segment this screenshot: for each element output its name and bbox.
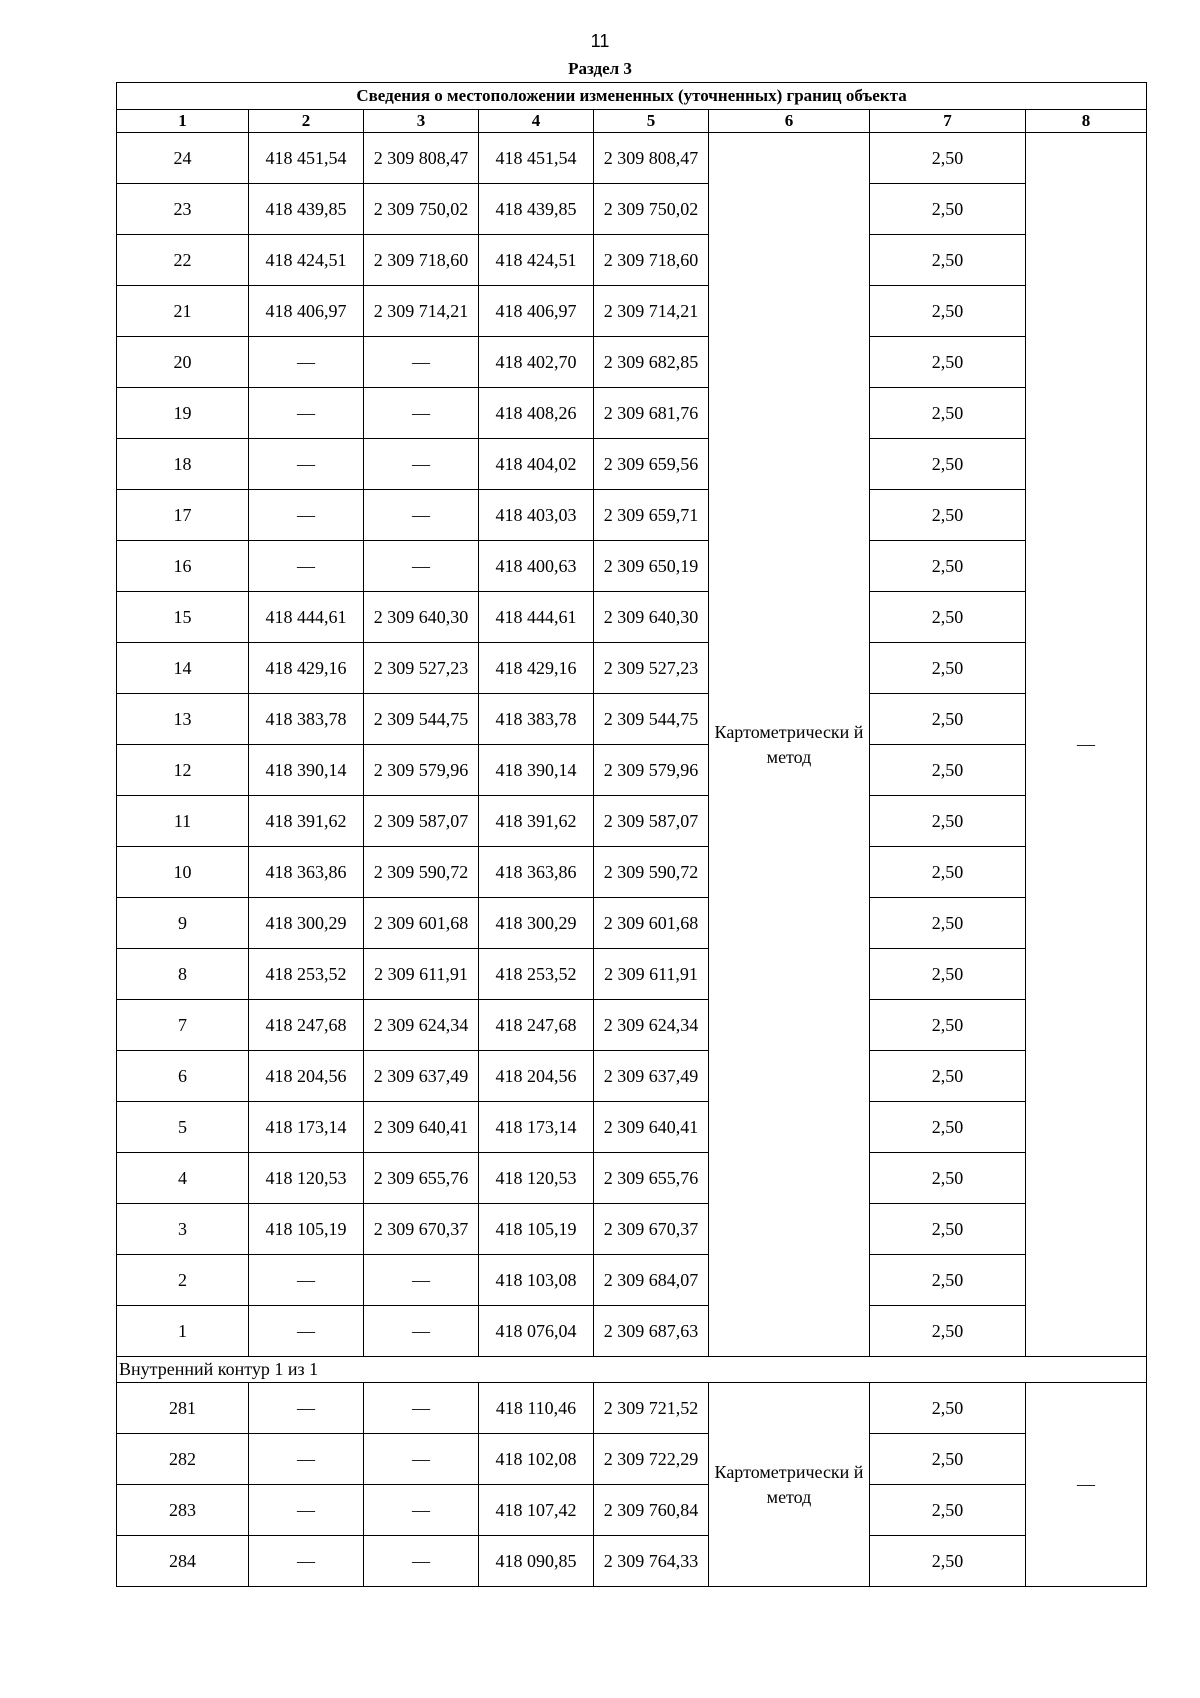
table-row — [117, 1153, 1147, 1204]
table-row — [117, 643, 1147, 694]
table-row — [117, 1051, 1147, 1102]
point-number-cell: 15 — [117, 592, 249, 643]
y-new-cell: 2 309 721,52 — [594, 1383, 709, 1434]
y-new-cell: 2 309 544,75 — [594, 694, 709, 745]
x-old-cell: 418 120,53 — [249, 1153, 364, 1204]
x-old-cell: — — [249, 1255, 364, 1306]
x-new-cell: 418 390,14 — [479, 745, 594, 796]
y-new-cell: 2 309 681,76 — [594, 388, 709, 439]
point-number-cell: 22 — [117, 235, 249, 286]
y-old-cell: 2 309 611,91 — [364, 949, 479, 1000]
x-old-cell: — — [249, 541, 364, 592]
y-new-cell: 2 309 722,29 — [594, 1434, 709, 1485]
accuracy-cell: 2,50 — [870, 643, 1026, 694]
table-row — [117, 490, 1147, 541]
x-old-cell: 418 247,68 — [249, 1000, 364, 1051]
accuracy-cell: 2,50 — [870, 1383, 1026, 1434]
accuracy-cell: 2,50 — [870, 1000, 1026, 1051]
point-number-cell: 19 — [117, 388, 249, 439]
y-new-cell: 2 309 764,33 — [594, 1536, 709, 1587]
point-number-cell: 13 — [117, 694, 249, 745]
y-old-cell: — — [364, 1485, 479, 1536]
accuracy-cell: 2,50 — [870, 592, 1026, 643]
point-number-cell: 17 — [117, 490, 249, 541]
x-new-cell: 418 107,42 — [479, 1485, 594, 1536]
column-number: 6 — [709, 110, 870, 133]
y-new-cell: 2 309 637,49 — [594, 1051, 709, 1102]
column-8-cell: — — [1026, 133, 1147, 1357]
accuracy-cell: 2,50 — [870, 847, 1026, 898]
x-old-cell: 418 390,14 — [249, 745, 364, 796]
method-cell: Картометрически й метод — [709, 133, 870, 1357]
y-new-cell: 2 309 718,60 — [594, 235, 709, 286]
table-row — [117, 541, 1147, 592]
accuracy-cell: 2,50 — [870, 1255, 1026, 1306]
x-new-cell: 418 103,08 — [479, 1255, 594, 1306]
accuracy-cell: 2,50 — [870, 1434, 1026, 1485]
x-new-cell: 418 090,85 — [479, 1536, 594, 1587]
point-number-cell: 5 — [117, 1102, 249, 1153]
x-old-cell: — — [249, 388, 364, 439]
point-number-cell: 9 — [117, 898, 249, 949]
point-number-cell: 283 — [117, 1485, 249, 1536]
accuracy-cell: 2,50 — [870, 796, 1026, 847]
x-new-cell: 418 429,16 — [479, 643, 594, 694]
accuracy-cell: 2,50 — [870, 133, 1026, 184]
column-8-cell: — — [1026, 1383, 1147, 1587]
accuracy-cell: 2,50 — [870, 337, 1026, 388]
accuracy-cell: 2,50 — [870, 949, 1026, 1000]
x-new-cell: 418 102,08 — [479, 1434, 594, 1485]
y-old-cell: — — [364, 1306, 479, 1357]
x-new-cell: 418 363,86 — [479, 847, 594, 898]
method-cell: Картометрически й метод — [709, 1383, 870, 1587]
y-new-cell: 2 309 527,23 — [594, 643, 709, 694]
y-old-cell: — — [364, 388, 479, 439]
x-new-cell: 418 247,68 — [479, 1000, 594, 1051]
table-row — [117, 1000, 1147, 1051]
table-row — [117, 1204, 1147, 1255]
column-number: 5 — [594, 110, 709, 133]
x-new-cell: 418 300,29 — [479, 898, 594, 949]
x-new-cell: 418 424,51 — [479, 235, 594, 286]
y-old-cell: — — [364, 1255, 479, 1306]
y-new-cell: 2 309 611,91 — [594, 949, 709, 1000]
table-row — [117, 592, 1147, 643]
inner-contour-label: Внутренний контур 1 из 1 — [117, 1357, 1147, 1383]
y-new-cell: 2 309 590,72 — [594, 847, 709, 898]
x-old-cell: — — [249, 490, 364, 541]
x-new-cell: 418 439,85 — [479, 184, 594, 235]
x-new-cell: 418 451,54 — [479, 133, 594, 184]
x-new-cell: 418 391,62 — [479, 796, 594, 847]
x-old-cell: 418 406,97 — [249, 286, 364, 337]
point-number-cell: 11 — [117, 796, 249, 847]
x-new-cell: 418 105,19 — [479, 1204, 594, 1255]
x-old-cell: 418 383,78 — [249, 694, 364, 745]
x-old-cell: — — [249, 1306, 364, 1357]
x-new-cell: 418 403,03 — [479, 490, 594, 541]
accuracy-cell: 2,50 — [870, 1536, 1026, 1587]
table-row — [117, 847, 1147, 898]
x-new-cell: 418 173,14 — [479, 1102, 594, 1153]
y-new-cell: 2 309 682,85 — [594, 337, 709, 388]
inner-contour-row — [117, 1357, 1147, 1383]
y-old-cell: — — [364, 1536, 479, 1587]
point-number-cell: 7 — [117, 1000, 249, 1051]
y-old-cell: — — [364, 1434, 479, 1485]
x-old-cell: — — [249, 1536, 364, 1587]
y-new-cell: 2 309 601,68 — [594, 898, 709, 949]
accuracy-cell: 2,50 — [870, 235, 1026, 286]
point-number-cell: 12 — [117, 745, 249, 796]
column-number: 7 — [870, 110, 1026, 133]
x-new-cell: 418 253,52 — [479, 949, 594, 1000]
accuracy-cell: 2,50 — [870, 286, 1026, 337]
table-caption: Сведения о местоположении измененных (уточненных) границ объекта — [117, 83, 1147, 110]
table-row — [117, 1306, 1147, 1357]
x-old-cell: — — [249, 337, 364, 388]
y-old-cell: 2 309 640,41 — [364, 1102, 479, 1153]
y-old-cell: 2 309 655,76 — [364, 1153, 479, 1204]
table-row — [117, 1536, 1147, 1587]
column-number: 4 — [479, 110, 594, 133]
column-numbers-row — [117, 110, 1147, 133]
y-new-cell: 2 309 650,19 — [594, 541, 709, 592]
y-old-cell: 2 309 601,68 — [364, 898, 479, 949]
column-number: 1 — [117, 110, 249, 133]
point-number-cell: 284 — [117, 1536, 249, 1587]
table-row — [117, 388, 1147, 439]
x-old-cell: — — [249, 1485, 364, 1536]
x-new-cell: 418 406,97 — [479, 286, 594, 337]
y-old-cell: 2 309 587,07 — [364, 796, 479, 847]
x-old-cell: — — [249, 1434, 364, 1485]
y-new-cell: 2 309 659,71 — [594, 490, 709, 541]
column-number: 3 — [364, 110, 479, 133]
y-old-cell: 2 309 637,49 — [364, 1051, 479, 1102]
accuracy-cell: 2,50 — [870, 1204, 1026, 1255]
y-new-cell: 2 309 687,63 — [594, 1306, 709, 1357]
y-new-cell: 2 309 808,47 — [594, 133, 709, 184]
y-new-cell: 2 309 587,07 — [594, 796, 709, 847]
table-row — [117, 235, 1147, 286]
table-row — [117, 1434, 1147, 1485]
y-old-cell: 2 309 808,47 — [364, 133, 479, 184]
x-new-cell: 418 404,02 — [479, 439, 594, 490]
y-old-cell: 2 309 590,72 — [364, 847, 479, 898]
x-old-cell: 418 451,54 — [249, 133, 364, 184]
table-row — [117, 745, 1147, 796]
x-old-cell: 418 363,86 — [249, 847, 364, 898]
accuracy-cell: 2,50 — [870, 898, 1026, 949]
y-old-cell: 2 309 714,21 — [364, 286, 479, 337]
page-number: 11 — [590, 31, 610, 51]
y-new-cell: 2 309 684,07 — [594, 1255, 709, 1306]
x-old-cell: — — [249, 1383, 364, 1434]
accuracy-cell: 2,50 — [870, 1153, 1026, 1204]
table-row — [117, 1102, 1147, 1153]
table-row — [117, 184, 1147, 235]
y-old-cell: — — [364, 439, 479, 490]
accuracy-cell: 2,50 — [870, 745, 1026, 796]
table-row — [117, 694, 1147, 745]
y-old-cell: 2 309 640,30 — [364, 592, 479, 643]
y-old-cell: 2 309 579,96 — [364, 745, 479, 796]
x-new-cell: 418 204,56 — [479, 1051, 594, 1102]
y-new-cell: 2 309 750,02 — [594, 184, 709, 235]
x-new-cell: 418 444,61 — [479, 592, 594, 643]
table-row — [117, 1255, 1147, 1306]
point-number-cell: 282 — [117, 1434, 249, 1485]
y-old-cell: 2 309 670,37 — [364, 1204, 479, 1255]
point-number-cell: 1 — [117, 1306, 249, 1357]
table-row — [117, 439, 1147, 490]
accuracy-cell: 2,50 — [870, 388, 1026, 439]
x-old-cell: 418 444,61 — [249, 592, 364, 643]
accuracy-cell: 2,50 — [870, 184, 1026, 235]
x-old-cell: 418 300,29 — [249, 898, 364, 949]
x-new-cell: 418 383,78 — [479, 694, 594, 745]
accuracy-cell: 2,50 — [870, 1306, 1026, 1357]
point-number-cell: 21 — [117, 286, 249, 337]
x-old-cell: 418 439,85 — [249, 184, 364, 235]
y-new-cell: 2 309 659,56 — [594, 439, 709, 490]
y-new-cell: 2 309 760,84 — [594, 1485, 709, 1536]
y-new-cell: 2 309 714,21 — [594, 286, 709, 337]
y-new-cell: 2 309 579,96 — [594, 745, 709, 796]
table-row — [117, 337, 1147, 388]
x-new-cell: 418 402,70 — [479, 337, 594, 388]
x-old-cell: 418 173,14 — [249, 1102, 364, 1153]
accuracy-cell: 2,50 — [870, 1485, 1026, 1536]
x-new-cell: 418 400,63 — [479, 541, 594, 592]
table-row — [117, 1383, 1147, 1434]
y-old-cell: 2 309 544,75 — [364, 694, 479, 745]
section-title: Раздел 3 — [568, 59, 632, 78]
column-number: 8 — [1026, 110, 1147, 133]
point-number-cell: 2 — [117, 1255, 249, 1306]
table-row — [117, 898, 1147, 949]
accuracy-cell: 2,50 — [870, 1051, 1026, 1102]
x-new-cell: 418 110,46 — [479, 1383, 594, 1434]
accuracy-cell: 2,50 — [870, 694, 1026, 745]
y-old-cell: 2 309 718,60 — [364, 235, 479, 286]
y-old-cell: — — [364, 337, 479, 388]
point-number-cell: 8 — [117, 949, 249, 1000]
y-old-cell: — — [364, 1383, 479, 1434]
coordinates-table — [116, 82, 1147, 1587]
point-number-cell: 14 — [117, 643, 249, 694]
table-row — [117, 949, 1147, 1000]
accuracy-cell: 2,50 — [870, 1102, 1026, 1153]
y-new-cell: 2 309 655,76 — [594, 1153, 709, 1204]
table-caption-row — [117, 83, 1147, 110]
x-new-cell: 418 120,53 — [479, 1153, 594, 1204]
point-number-cell: 16 — [117, 541, 249, 592]
point-number-cell: 20 — [117, 337, 249, 388]
point-number-cell: 3 — [117, 1204, 249, 1255]
x-old-cell: — — [249, 439, 364, 490]
x-old-cell: 418 105,19 — [249, 1204, 364, 1255]
x-old-cell: 418 253,52 — [249, 949, 364, 1000]
point-number-cell: 23 — [117, 184, 249, 235]
table-row — [117, 796, 1147, 847]
table-row — [117, 286, 1147, 337]
point-number-cell: 24 — [117, 133, 249, 184]
x-old-cell: 418 429,16 — [249, 643, 364, 694]
accuracy-cell: 2,50 — [870, 439, 1026, 490]
accuracy-cell: 2,50 — [870, 490, 1026, 541]
y-new-cell: 2 309 640,41 — [594, 1102, 709, 1153]
y-old-cell: 2 309 527,23 — [364, 643, 479, 694]
x-old-cell: 418 391,62 — [249, 796, 364, 847]
x-old-cell: 418 424,51 — [249, 235, 364, 286]
table-row — [117, 133, 1147, 184]
y-new-cell: 2 309 624,34 — [594, 1000, 709, 1051]
y-old-cell: 2 309 624,34 — [364, 1000, 479, 1051]
point-number-cell: 4 — [117, 1153, 249, 1204]
y-new-cell: 2 309 670,37 — [594, 1204, 709, 1255]
x-old-cell: 418 204,56 — [249, 1051, 364, 1102]
y-new-cell: 2 309 640,30 — [594, 592, 709, 643]
x-new-cell: 418 076,04 — [479, 1306, 594, 1357]
column-number: 2 — [249, 110, 364, 133]
x-new-cell: 418 408,26 — [479, 388, 594, 439]
point-number-cell: 18 — [117, 439, 249, 490]
y-old-cell: — — [364, 490, 479, 541]
point-number-cell: 10 — [117, 847, 249, 898]
table-row — [117, 1485, 1147, 1536]
accuracy-cell: 2,50 — [870, 541, 1026, 592]
point-number-cell: 6 — [117, 1051, 249, 1102]
y-old-cell: 2 309 750,02 — [364, 184, 479, 235]
y-old-cell: — — [364, 541, 479, 592]
point-number-cell: 281 — [117, 1383, 249, 1434]
